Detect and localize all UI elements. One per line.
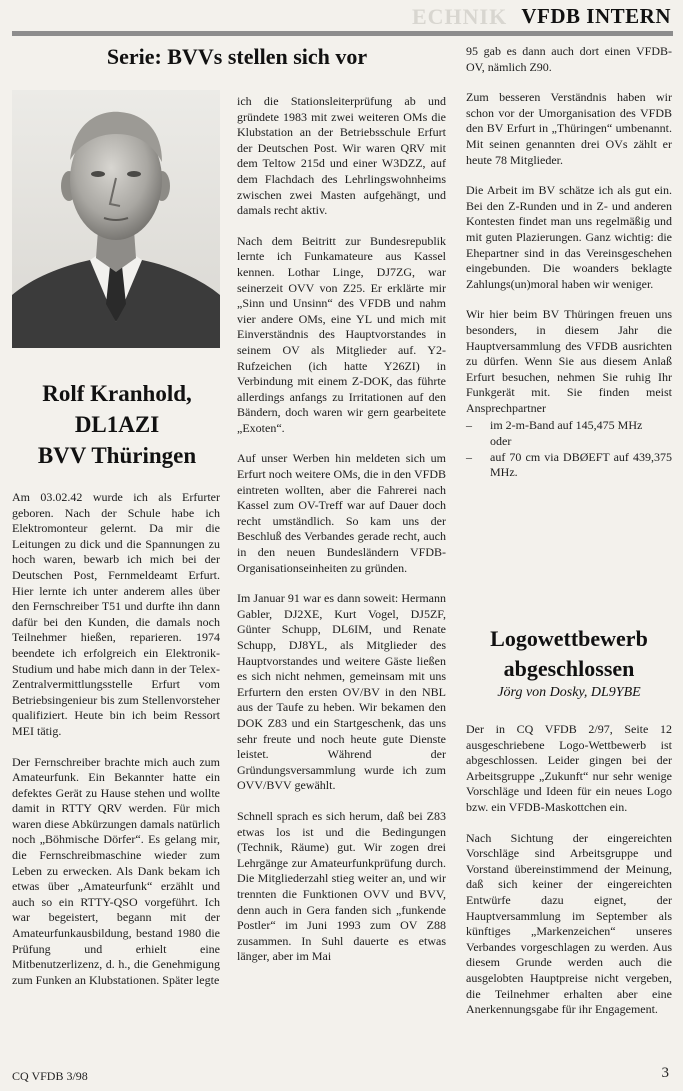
logo-article-title — [466, 624, 672, 684]
person-callsign: DL1AZI — [74, 412, 160, 437]
paragraph: Zum besseren Verständnis haben wir schon vor der Umorganisation des VFDB den BV Erfurt in „Thüringen“ umbenannt. Mit seinen genannten drei OVs zählt er heute 78 Mitglieder. — [466, 90, 672, 167]
list-text: im 2-m-Band auf 145,475 MHz — [490, 418, 643, 433]
list-item — [466, 418, 672, 434]
series-title: Serie: BVVs stellen sich vor — [106, 44, 368, 69]
list-text: auf 70 cm via DBØEFT auf 439,375 MHz. — [490, 449, 672, 480]
issue-label: CQ VFDB 3/98 — [12, 1069, 88, 1083]
person-role: BVV Thüringen — [37, 443, 197, 468]
portrait-illustration — [12, 90, 220, 348]
paragraph: Die Arbeit im BV schätze ich als gut ein. Bei den Z-Runden und in Z- und anderen Kontesten findet man uns regelmäßig und mit guten Plazierungen. Ganz wichtig: die Ehepartner sind in das Vereinsgeschehen eingebunden. Die woanders beklagte Zahlungs(un)moral haben wir weniger. — [466, 183, 672, 291]
list-text: oder — [490, 434, 512, 449]
logo-article-author: Jörg von Dosky, DL9YBE — [497, 685, 641, 700]
portrait-photo — [12, 90, 220, 348]
bleed-through-text: ECHNIK — [412, 4, 508, 29]
list-item — [466, 450, 672, 481]
article-column-2 — [237, 94, 446, 980]
page-number: 3 — [661, 1065, 669, 1081]
paragraph: Am 03.02.42 wurde ich als Erfurter geboren. Nach der Schule habe ich Elektromonteur gelernt. Da mir die Leitungen zu dick und die Spannungen zu hoch waren, bewarb ich mich bei der Deutschen Post, Fernmeldeamt Erfurt. Hier lernte ich unter anderem alles über den Fernschreiber T51 und durfte ihn dann dafür bei den Kunden, die damals noch Teilnehmer hießen, reparieren. 1974 beendete ich erfolgreich ein Elektronik-Studium und habe mich dann in der Telex-Zentralvermittlungsstelle Erfurt vom Betriebsingenieur bis zum Stellenvorsteher qualifiziert. Heute bin ich beim Ressort MEI tätig. — [12, 490, 220, 738]
paragraph: 95 gab es dann auch dort einen VFDB-OV, nämlich Z90. — [466, 44, 672, 74]
logo-article-body — [466, 722, 672, 1033]
paragraph: ich die Stationsleiterprüfung ab und gründete 1983 mit zwei weiteren OMs die Klubstation an der Betriebsschule Erfurt der Deutschen Post. Wir waren QRV mit dem Teltow 215d und einer W3DZZ, auf dem Flachdach des Lehrlingswohnheims zwischen zwei Masten aufgehängt, und damals recht aktiv. — [237, 94, 446, 218]
list-item — [466, 434, 672, 450]
paragraph: Schnell sprach es sich herum, daß bei Z83 etwas los ist und die Bedingungen (Technik, Räume) gut. Wir zogen drei Lehrgänge zur Amateurfunkprüfung durch. Die Mitgliederzahl stieg weiter an, und wir trennten die Funktionen OVV und BVV, denn auch in Gera fanden sich „funkende Postler“ im Juni 1993 zum OV Z88 zusammen. In Suhl dauerte es etwas länger, aber im Mai — [237, 808, 446, 964]
paragraph: Nach Sichtung der eingereichten Vorschläge sind Arbeitsgruppe und Vorstand übereinstimmend der Meinung, daß sich keiner der eingereichten Entwürfe dazu eignet, der Hauptversammlung im September als künftiges „Markenzeichen“ unseres Verbandes vorgeschlagen zu werden. Aus diesem Grunde werden auch die ausgelobten Hauptpreise nicht vergeben, die Teilnehmer erhalten aber eine Anerkennungsgabe für ihr Engagement. — [466, 830, 672, 1017]
paragraph: Wir hier beim BV Thüringen freuen uns besonders, in diesem Jahr die Hauptversammlung des VFDB ausrichten zu dürfen. Wenn Sie aus diesem Anlaß Erfurt besuchen, nehmen Sie ruhig Ihr Funkgerät mit. Sie finden meist Ansprechpartner — [466, 307, 672, 415]
article-column-1 — [12, 490, 220, 1003]
logo-title-line-1: Logowettbewerb — [490, 626, 648, 651]
article-column-3 — [466, 44, 672, 481]
list-dash: – — [466, 418, 472, 433]
person-name-block — [12, 378, 222, 471]
section-header: VFDB INTERN — [521, 4, 671, 28]
list-dash: – — [466, 449, 472, 464]
paragraph: Im Januar 91 war es dann soweit: Hermann Gabler, DJ2XE, Kurt Vogel, DJ5ZF, Günter Schupp, DL6IM, und Renate Schupp, DJ8YL, als Mitglieder des Hauptvorstandes und weitere Gäste ließen es sich nicht nehmen, gemeinsam mit uns Erfurtern den ersten OV/BV in den NBL aus der Taufe zu heben. Wir bekamen den DOK Z83 und ein Startgeschenk, das uns sehr freute und noch heute gute Dienste leistet. Während der Gründungsversammlung wurde ich zum OVV/BVV gewählt. — [237, 591, 446, 793]
list-dash — [466, 434, 490, 450]
paragraph: Der in CQ VFDB 2/97, Seite 12 ausgeschriebene Logo-Wettbewerb ist abgeschlossen. Leider gingen bei der Arbeitsgruppe „Zukunft“ nur sehr wenige Vorschläge und Ideen für ein neues Logo bzw. ein VFDB-Maskottchen ein. — [466, 722, 672, 814]
paragraph: Der Fernschreiber brachte mich auch zum Amateurfunk. Ein Bekannter hatte ein defektes Gerät zu Hause stehen und wollte damit in RTTY QRV werden. Für mich waren diese Abkürzungen damals natürlich noch „Böhmische Dörfer“. Es gelang mir, die Fernschreibmaschine wieder zum Leben zu erwecken. Als Dank bekam ich etwas über „Amateurfunk“ erzählt und auch so ein RTTY-QSO vorgeführt. Ich war begeistert, begann mit der Amateurfunkausbildung, bestand 1980 die Prüfung und erhielt eine Mitbenutzerlizenz, d. h., die Genehmigung zum Funken an Klubstationen. Später legte — [12, 754, 220, 987]
header-rule — [12, 31, 673, 36]
logo-title-line-2: abgeschlossen — [503, 656, 635, 681]
paragraph: Nach dem Beitritt zur Bundesrepublik lernte ich Funkamateure aus Kassel kennen. Lothar Linge, DJ7ZG, war seinerzeit OVV von Z25. Er erklärte mir „Sinn und Unsinn“ des VFDB und nahm vier andere OMs, eine YL und mich mit Einverständnis des Hauptvorstandes in seinem OV als Mitglieder auf. Y2-Rufzeichen (ich hatte Y26ZI) in Verbindung mit einem Z-DOK, das führte allerdings anfangs zu Irritationen auf den Bändern, doch waren wir gern gearbeitete „Exoten“. — [237, 233, 446, 435]
person-name: Rolf Kranhold, — [42, 381, 192, 406]
paragraph: Auf unser Werben hin meldeten sich um Erfurt noch weitere OMs, die in den VFDB eintreten wollten, aber die Fahrerei nach Kassel zum OV-Treff war auf Dauer doch recht umständlich. So kam uns der Beschluß des Verbandes gerade recht, auch in den neuen Bundesländern VFDB-Organisationseinheiten zu gründen. — [237, 451, 446, 575]
